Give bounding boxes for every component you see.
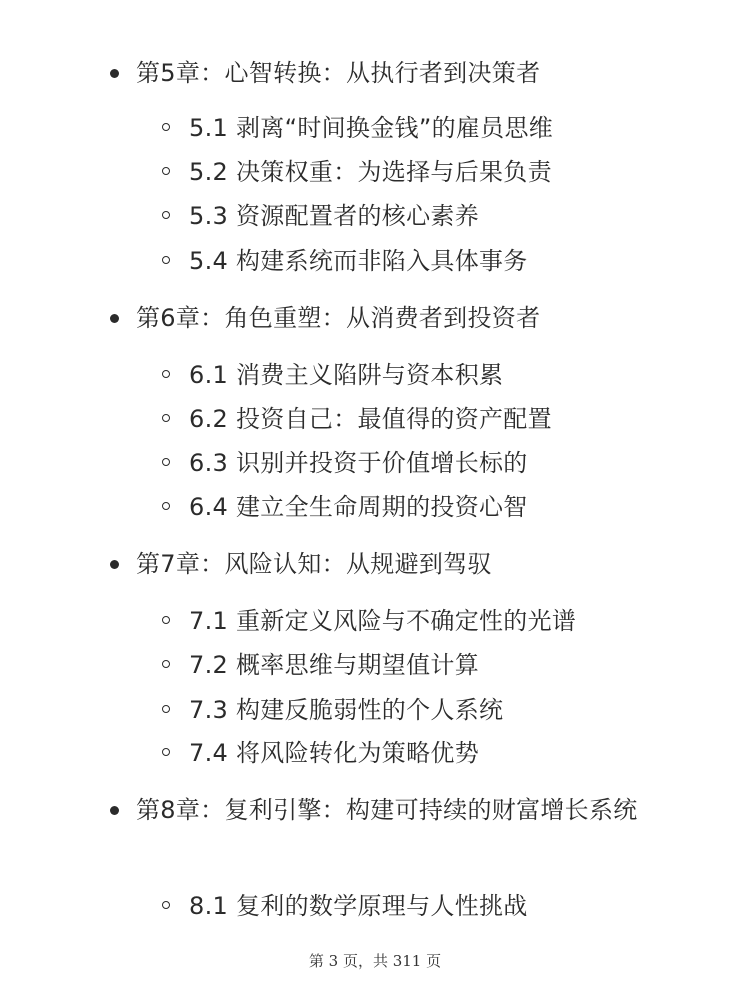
chapter-title: 第6章：角色重塑：从消费者到投资者 (136, 304, 541, 332)
section-title: 5.2 决策权重：为选择与后果负责 (189, 158, 552, 186)
circle-bullet-icon (162, 616, 170, 624)
circle-bullet-icon (162, 901, 170, 909)
section-title: 7.2 概率思维与期望值计算 (189, 651, 479, 679)
section-title: 6.4 建立全生命周期的投资心智 (189, 493, 528, 521)
chapter-7-heading (136, 546, 676, 583)
section-6-3 (189, 447, 709, 479)
section-7-1 (189, 605, 709, 637)
section-title: 6.1 消费主义陷阱与资本积累 (189, 361, 504, 389)
chapter-5-heading (136, 55, 676, 92)
section-8-1 (189, 890, 709, 922)
page-number-footer: 第 3 页，共 311 页 (308, 952, 442, 970)
circle-bullet-icon (162, 660, 170, 668)
bullet-icon (110, 69, 119, 78)
circle-bullet-icon (162, 211, 170, 219)
section-7-2 (189, 649, 709, 681)
section-title: 7.1 重新定义风险与不确定性的光谱 (189, 607, 577, 635)
section-6-4 (189, 491, 709, 523)
section-title: 7.4 将风险转化为策略优势 (189, 739, 479, 767)
circle-bullet-icon (162, 705, 170, 713)
circle-bullet-icon (162, 370, 170, 378)
section-6-2 (189, 403, 709, 435)
circle-bullet-icon (162, 458, 170, 466)
circle-bullet-icon (162, 256, 170, 264)
section-title: 5.3 资源配置者的核心素养 (189, 202, 479, 230)
circle-bullet-icon (162, 123, 170, 131)
circle-bullet-icon (162, 748, 170, 756)
section-title: 8.1 复利的数学原理与人性挑战 (189, 892, 528, 920)
section-5-2 (189, 156, 709, 188)
bullet-icon (110, 314, 119, 323)
section-5-3 (189, 200, 709, 232)
section-7-4 (189, 737, 709, 769)
section-title: 6.2 投资自己：最值得的资产配置 (189, 405, 552, 433)
chapter-title: 第7章：风险认知：从规避到驾驭 (136, 550, 492, 578)
section-6-1 (189, 359, 709, 391)
section-5-4 (189, 245, 709, 277)
section-title: 7.3 构建反脆弱性的个人系统 (189, 696, 504, 724)
circle-bullet-icon (162, 167, 170, 175)
chapter-title: 第8章：复利引擎：构建可持续的财富增长系统 (136, 796, 638, 824)
section-title: 5.4 构建系统而非陷入具体事务 (189, 247, 528, 275)
circle-bullet-icon (162, 414, 170, 422)
section-title: 5.1 剥离“时间换金钱”的雇员思维 (189, 114, 554, 142)
bullet-icon (110, 806, 119, 815)
chapter-8-heading (136, 792, 676, 829)
circle-bullet-icon (162, 502, 170, 510)
bullet-icon (110, 560, 119, 569)
chapter-title: 第5章：心智转换：从执行者到决策者 (136, 59, 541, 87)
section-title: 6.3 识别并投资于价值增长标的 (189, 449, 528, 477)
section-5-1 (189, 112, 709, 144)
chapter-6-heading (136, 300, 676, 337)
section-7-3 (189, 694, 709, 726)
